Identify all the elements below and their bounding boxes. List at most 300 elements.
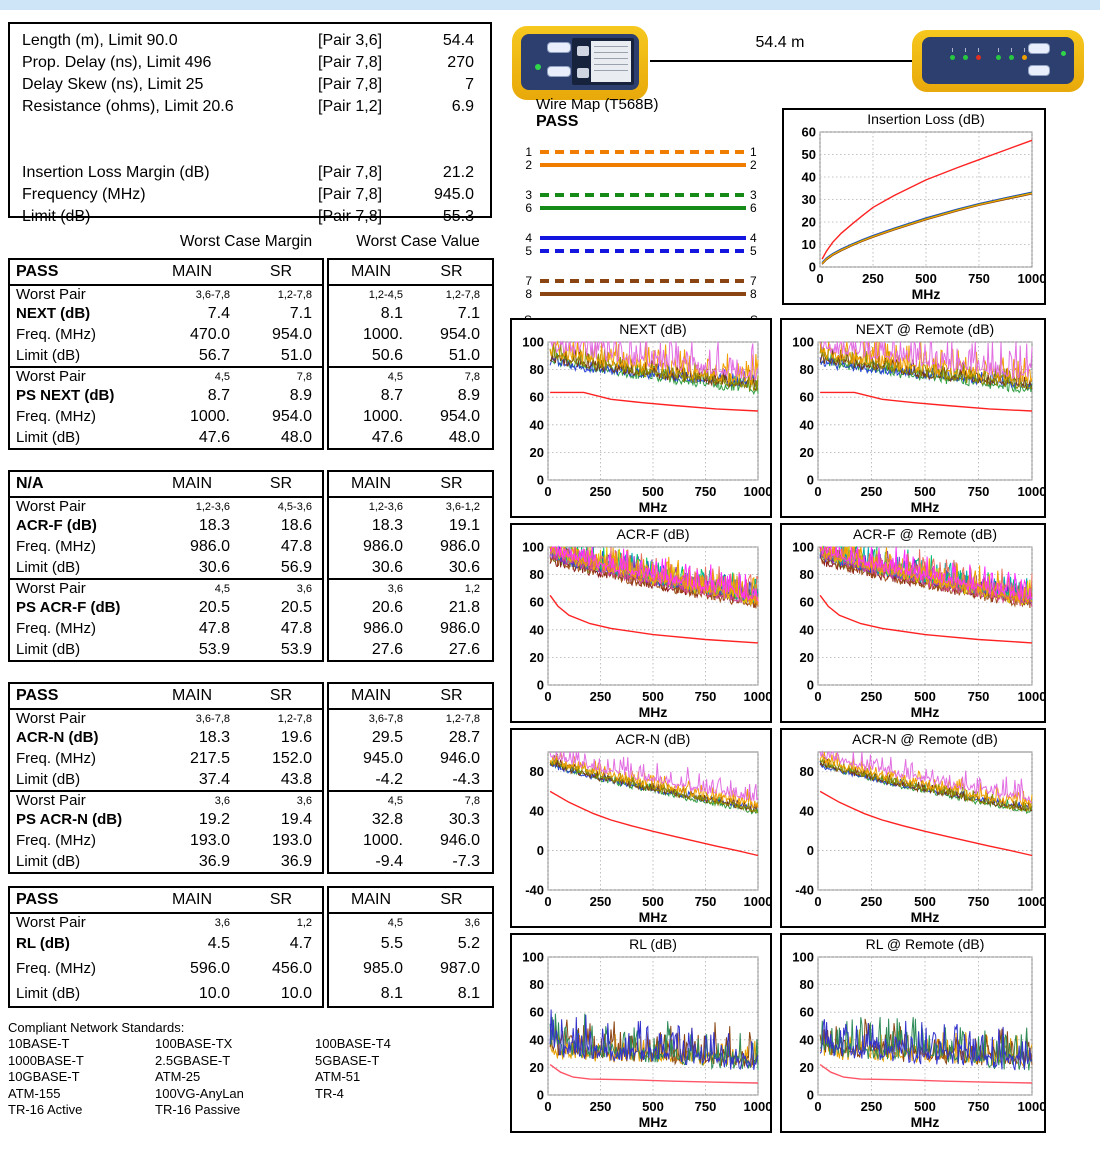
svg-text:60: 60	[529, 389, 544, 405]
cell-value: 27.6	[371, 640, 403, 658]
svg-text:60: 60	[801, 124, 816, 140]
row-label: Worst Pair	[16, 580, 86, 597]
cell-value: 946.0	[439, 831, 480, 849]
cell-value: 20.6	[371, 598, 403, 616]
cell-value: 1,2-7,8	[445, 712, 480, 725]
summary-row	[10, 206, 490, 228]
table-row	[10, 385, 322, 406]
summary-row	[10, 52, 490, 74]
cell-value: 954.0	[271, 407, 312, 425]
wiremap-wire-1	[510, 146, 776, 159]
cell-value: 51.0	[448, 346, 480, 364]
cell-value: 1,2-3,6	[195, 500, 230, 513]
svg-text:MHz: MHz	[910, 909, 940, 925]
cell-value: 8.7	[207, 386, 230, 404]
cell-value: 47.8	[280, 619, 312, 637]
row-label: Worst Pair	[16, 498, 86, 515]
row-label: Freq. (MHz)	[16, 832, 96, 849]
svg-text:80: 80	[529, 764, 544, 780]
cell-value: 3,6	[464, 916, 480, 929]
wire-number-left: 8	[525, 287, 532, 301]
wiremap-panel	[510, 96, 776, 322]
wiremap-status: PASS	[536, 113, 579, 130]
param-group	[329, 578, 492, 660]
svg-text:0: 0	[806, 677, 814, 693]
wiremap-wire-6	[510, 202, 776, 215]
summary-value: 270	[447, 54, 474, 71]
row-label: RL (dB)	[16, 935, 70, 952]
svg-text:80: 80	[799, 764, 814, 780]
svg-text:100: 100	[522, 949, 544, 965]
tester-led	[535, 64, 541, 70]
summary-row	[10, 96, 490, 118]
wire-number-right: 1	[750, 145, 757, 159]
svg-text:ACR-F @ Remote (dB): ACR-F @ Remote (dB)	[852, 526, 998, 542]
table-row	[10, 809, 322, 830]
table-row	[329, 727, 492, 748]
table-header-row	[10, 472, 322, 498]
svg-text:20: 20	[529, 649, 544, 665]
table-row	[329, 536, 492, 557]
param-group	[10, 366, 322, 448]
cell-value: 8.7	[380, 386, 403, 404]
svg-text:ACR-N (dB): ACR-N (dB)	[615, 731, 691, 747]
svg-text:0: 0	[816, 271, 824, 286]
main-tester-device	[512, 26, 648, 100]
cell-value: 470.0	[189, 325, 230, 343]
col-sr: SR	[269, 687, 293, 704]
svg-text:20: 20	[529, 444, 544, 460]
cell-value: 1,2	[464, 582, 480, 595]
summary-pair: [Pair 7,8]	[318, 208, 383, 225]
standards-column	[315, 1036, 391, 1119]
result-table-4	[8, 886, 494, 1008]
col-sr: SR	[440, 263, 463, 280]
cell-value: 18.3	[198, 516, 230, 534]
table-row	[329, 830, 492, 851]
table-row	[329, 792, 492, 809]
wiremap-title: Wire Map (T568B)	[536, 96, 659, 113]
cell-value: 20.5	[198, 598, 230, 616]
svg-text:100: 100	[522, 334, 544, 350]
svg-text:750: 750	[694, 484, 717, 499]
table-row	[10, 597, 322, 618]
col-main: MAIN	[172, 263, 212, 280]
svg-text:0: 0	[808, 259, 816, 275]
svg-text:0: 0	[544, 894, 552, 909]
table-row	[10, 956, 322, 981]
svg-text:0: 0	[806, 1087, 814, 1103]
table-header-row	[329, 684, 492, 710]
svg-text:100: 100	[792, 334, 814, 350]
col-main: MAIN	[172, 891, 212, 908]
table-row	[10, 536, 322, 557]
row-label: Limit (dB)	[16, 771, 81, 788]
cell-value: 4,5	[387, 370, 403, 383]
row-label: Freq. (MHz)	[16, 538, 96, 555]
remote-button	[1028, 43, 1050, 54]
summary-value: 54.4	[442, 32, 474, 49]
table-margin-half	[8, 258, 324, 450]
row-label: PS NEXT (dB)	[16, 387, 115, 404]
table-row	[10, 710, 322, 727]
cell-value: 8.1	[380, 304, 403, 322]
wire-number-left: 5	[525, 244, 532, 258]
compliant-standards	[8, 1020, 488, 1119]
col-main: MAIN	[172, 687, 212, 704]
svg-text:80: 80	[529, 567, 544, 583]
svg-text:40: 40	[799, 417, 814, 433]
svg-text:40: 40	[799, 622, 814, 638]
table-row	[10, 286, 322, 303]
cell-value: 987.0	[439, 959, 480, 977]
cell-value: 53.9	[280, 640, 312, 658]
svg-text:60: 60	[529, 594, 544, 610]
cell-value: 10.0	[280, 984, 312, 1002]
cell-value: 30.6	[198, 558, 230, 576]
col-main: MAIN	[351, 891, 391, 908]
wire-number-right: 7	[750, 274, 757, 288]
cell-value: 56.7	[198, 346, 230, 364]
summary-value: 21.2	[442, 164, 474, 181]
cell-value: 3,6	[214, 794, 230, 807]
row-label: Freq. (MHz)	[16, 750, 96, 767]
cell-value: 47.6	[198, 428, 230, 446]
standard-item: 10BASE-T	[8, 1036, 70, 1051]
svg-text:-40: -40	[525, 882, 544, 898]
cell-value: 3,6	[214, 916, 230, 929]
cell-value: 19.1	[448, 516, 480, 534]
svg-text:60: 60	[799, 594, 814, 610]
param-group	[10, 790, 322, 872]
svg-text:MHz: MHz	[910, 1114, 940, 1130]
svg-text:750: 750	[967, 1099, 990, 1114]
table-value-half	[327, 682, 494, 874]
summary-value: 55.3	[442, 208, 474, 225]
summary-label: Length (m), Limit 90.0	[22, 32, 178, 49]
cell-value: 8.1	[380, 984, 403, 1002]
table-value-half	[327, 886, 494, 1008]
svg-text:Insertion Loss (dB): Insertion Loss (dB)	[867, 111, 985, 127]
standard-item: TR-4	[315, 1085, 344, 1101]
svg-text:30: 30	[801, 192, 816, 207]
svg-text:100: 100	[792, 539, 814, 555]
standard-item: 100BASE-T4	[315, 1036, 391, 1051]
cell-value: 1,2-3,6	[368, 500, 403, 513]
table-row	[329, 286, 492, 303]
cell-value: 47.6	[371, 428, 403, 446]
standard-item: ATM-155	[8, 1085, 61, 1101]
standard-item: ATM-25	[155, 1069, 201, 1084]
cell-value: -9.4	[375, 852, 403, 870]
svg-text:100: 100	[522, 539, 544, 555]
cell-value: 945.0	[362, 749, 403, 767]
table-row	[10, 515, 322, 536]
summary-label: Frequency (MHz)	[22, 186, 146, 203]
remote-tester-face	[922, 37, 1074, 84]
svg-text:750: 750	[694, 689, 717, 704]
svg-text:1000: 1000	[1017, 689, 1044, 704]
table-row	[329, 557, 492, 578]
row-label: Limit (dB)	[16, 347, 81, 364]
col-main: MAIN	[351, 263, 391, 280]
summary-pair: [Pair 7,8]	[318, 164, 383, 181]
svg-text:1000: 1000	[743, 1099, 770, 1114]
wire-number-right: 6	[750, 201, 757, 215]
remote-led-group	[950, 55, 981, 60]
remote-led	[1061, 51, 1066, 56]
table-row	[329, 618, 492, 639]
summary-spacer	[10, 118, 490, 162]
svg-text:500: 500	[915, 271, 937, 286]
tester-button	[547, 66, 571, 77]
cell-value: 1000.	[362, 407, 403, 425]
cell-value: 32.8	[371, 810, 403, 828]
svg-text:1000: 1000	[1017, 484, 1044, 499]
summary-value: 7	[465, 76, 474, 93]
col-main: MAIN	[172, 475, 212, 492]
table-row	[10, 345, 322, 366]
cell-value: 946.0	[439, 749, 480, 767]
table-value-half	[327, 470, 494, 662]
table-row	[329, 956, 492, 981]
cell-value: 7.4	[207, 304, 230, 322]
svg-text:40: 40	[529, 622, 544, 638]
cell-value: 18.6	[280, 516, 312, 534]
standard-item: TR-16 Passive	[155, 1102, 241, 1117]
chart-next	[510, 318, 772, 518]
svg-text:0: 0	[814, 689, 822, 704]
table-row	[329, 385, 492, 406]
svg-text:500: 500	[642, 1099, 664, 1114]
result-table-2	[8, 470, 494, 662]
svg-text:MHz: MHz	[910, 704, 940, 720]
cell-value: 1,2-7,8	[445, 288, 480, 301]
tester-button	[547, 42, 571, 53]
standard-item: 100VG-AnyLan	[155, 1085, 244, 1101]
svg-text:RL (dB): RL (dB)	[629, 936, 677, 952]
wire-number-right: 2	[750, 158, 757, 172]
table-row	[329, 580, 492, 597]
wire-number-left: 1	[525, 145, 532, 159]
svg-text:250: 250	[860, 894, 883, 909]
standards-column	[8, 1036, 155, 1119]
cell-value: 47.8	[280, 537, 312, 555]
summary-pair: [Pair 7,8]	[318, 54, 383, 71]
svg-text:RL @ Remote (dB): RL @ Remote (dB)	[865, 936, 985, 952]
wire-line-solid	[540, 163, 746, 167]
table-header-row	[10, 888, 322, 914]
remote-tester-device	[912, 30, 1084, 92]
svg-text:80: 80	[799, 977, 814, 993]
worst-case-headers	[8, 233, 494, 253]
chart-acrf	[510, 523, 772, 723]
wire-number-right: 4	[750, 231, 757, 245]
svg-text:40: 40	[801, 169, 816, 185]
table-row	[329, 748, 492, 769]
svg-text:MHz: MHz	[638, 499, 668, 515]
svg-text:1000: 1000	[743, 484, 770, 499]
table-row	[10, 792, 322, 809]
chart-insertion-loss	[782, 108, 1046, 305]
cell-value: 18.3	[371, 516, 403, 534]
standards-columns	[8, 1036, 488, 1119]
table-header-row	[10, 684, 322, 710]
cell-value: 3,6-7,8	[195, 712, 230, 725]
cell-value: 3,6	[296, 794, 312, 807]
screen-icon	[577, 46, 589, 56]
svg-text:500: 500	[642, 484, 664, 499]
svg-text:750: 750	[967, 689, 990, 704]
standard-item: 1000BASE-T	[8, 1052, 84, 1068]
top-accent-bar	[0, 0, 1100, 10]
table-margin-half	[8, 682, 324, 874]
chart-rl-remote	[780, 933, 1046, 1133]
cell-value: 7.1	[289, 304, 312, 322]
table-value-half	[327, 258, 494, 450]
table-row	[10, 303, 322, 324]
cell-value: 954.0	[439, 325, 480, 343]
cell-value: 4.7	[289, 934, 312, 952]
screen-icon	[577, 68, 589, 78]
row-label: ACR-F (dB)	[16, 517, 97, 534]
svg-text:500: 500	[914, 484, 936, 499]
summary-row	[10, 184, 490, 206]
svg-text:250: 250	[860, 484, 883, 499]
svg-text:500: 500	[914, 894, 936, 909]
wire-line-striped	[540, 249, 746, 253]
wiremap-wire-3	[510, 189, 776, 202]
worst-case-value-header: Worst Case Value	[356, 233, 480, 250]
svg-text:0: 0	[806, 472, 814, 488]
wire-number-left: 6	[525, 201, 532, 215]
param-group	[10, 286, 322, 366]
screen-result-list	[591, 41, 631, 82]
cell-value: 985.0	[362, 959, 403, 977]
table-status: PASS	[16, 891, 59, 908]
table-row	[329, 345, 492, 366]
wire-number-left: 7	[525, 274, 532, 288]
table-header-row	[329, 260, 492, 286]
cell-value: 30.6	[448, 558, 480, 576]
row-label: Limit (dB)	[16, 985, 81, 1002]
svg-text:40: 40	[529, 803, 544, 819]
summary-label: Prop. Delay (ns), Limit 496	[22, 54, 212, 71]
row-label: Freq. (MHz)	[16, 326, 96, 343]
cell-value: 18.3	[198, 728, 230, 746]
standard-item: 2.5GBASE-T	[155, 1052, 231, 1068]
wiremap-wire-5	[510, 245, 776, 258]
row-label: Worst Pair	[16, 286, 86, 303]
svg-text:1000: 1000	[743, 894, 770, 909]
svg-text:750: 750	[967, 484, 990, 499]
wire-number-right: 5	[750, 244, 757, 258]
table-row	[329, 851, 492, 872]
col-sr: SR	[269, 891, 293, 908]
row-label: Worst Pair	[16, 368, 86, 385]
svg-text:20: 20	[799, 444, 814, 460]
wiremap-wire-2	[510, 159, 776, 172]
cell-value: 1,2	[296, 916, 312, 929]
table-row	[10, 498, 322, 515]
svg-text:60: 60	[529, 1004, 544, 1020]
param-group	[329, 914, 492, 1006]
svg-text:250: 250	[862, 271, 884, 286]
wire-number-left: 4	[525, 231, 532, 245]
svg-text:80: 80	[799, 362, 814, 378]
remote-led-group	[996, 55, 1027, 60]
result-table-3	[8, 682, 494, 874]
row-label: Limit (dB)	[16, 559, 81, 576]
table-row	[10, 981, 322, 1006]
summary-label: Resistance (ohms), Limit 20.6	[22, 98, 234, 115]
table-row	[10, 557, 322, 578]
row-label: NEXT (dB)	[16, 305, 91, 322]
svg-text:80: 80	[529, 977, 544, 993]
row-label: Freq. (MHz)	[16, 620, 96, 637]
standard-item: 10GBASE-T	[8, 1069, 80, 1084]
svg-text:-40: -40	[795, 882, 814, 898]
cell-value: 27.6	[448, 640, 480, 658]
cell-value: 986.0	[189, 537, 230, 555]
svg-text:250: 250	[860, 1099, 883, 1114]
cell-value: 4,5-3,6	[277, 500, 312, 513]
summary-value: 945.0	[433, 186, 474, 203]
cell-value: 4,5	[387, 916, 403, 929]
cell-value: 7,8	[464, 794, 480, 807]
chart-acrn-remote	[780, 728, 1046, 928]
svg-text:1000: 1000	[1017, 894, 1044, 909]
summary-pair: [Pair 7,8]	[318, 76, 383, 93]
row-label: PS ACR-F (dB)	[16, 599, 121, 616]
svg-text:0: 0	[544, 689, 552, 704]
cell-value: 36.9	[280, 852, 312, 870]
wiremap-wire-4	[510, 232, 776, 245]
cell-value: 48.0	[448, 428, 480, 446]
row-label: PS ACR-N (dB)	[16, 811, 123, 828]
wire-number-right: 3	[750, 188, 757, 202]
cell-value: 4,5	[214, 370, 230, 383]
cell-value: 152.0	[271, 749, 312, 767]
svg-text:80: 80	[799, 567, 814, 583]
table-row	[329, 914, 492, 931]
standard-item: 100BASE-TX	[155, 1036, 233, 1051]
main-tester-face	[521, 34, 639, 90]
svg-text:100: 100	[792, 949, 814, 965]
svg-text:1000: 1000	[1017, 1099, 1044, 1114]
row-label: Worst Pair	[16, 792, 86, 809]
table-row	[10, 639, 322, 660]
cell-value: -4.2	[375, 770, 403, 788]
table-status: PASS	[16, 687, 59, 704]
cell-value: 8.9	[457, 386, 480, 404]
param-group	[329, 366, 492, 448]
svg-text:500: 500	[914, 689, 936, 704]
svg-text:MHz: MHz	[638, 909, 668, 925]
svg-text:0: 0	[544, 484, 552, 499]
cell-value: 5.5	[380, 934, 403, 952]
svg-text:20: 20	[799, 1059, 814, 1075]
cell-value: 51.0	[280, 346, 312, 364]
svg-text:MHz: MHz	[638, 1114, 668, 1130]
svg-text:MHz: MHz	[638, 704, 668, 720]
cell-value: 1,2-4,5	[368, 288, 403, 301]
col-main: MAIN	[351, 475, 391, 492]
cell-value: 1000.	[362, 325, 403, 343]
summary-label: Delay Skew (ns), Limit 25	[22, 76, 204, 93]
cell-value: 5.2	[457, 934, 480, 952]
svg-text:750: 750	[967, 894, 990, 909]
